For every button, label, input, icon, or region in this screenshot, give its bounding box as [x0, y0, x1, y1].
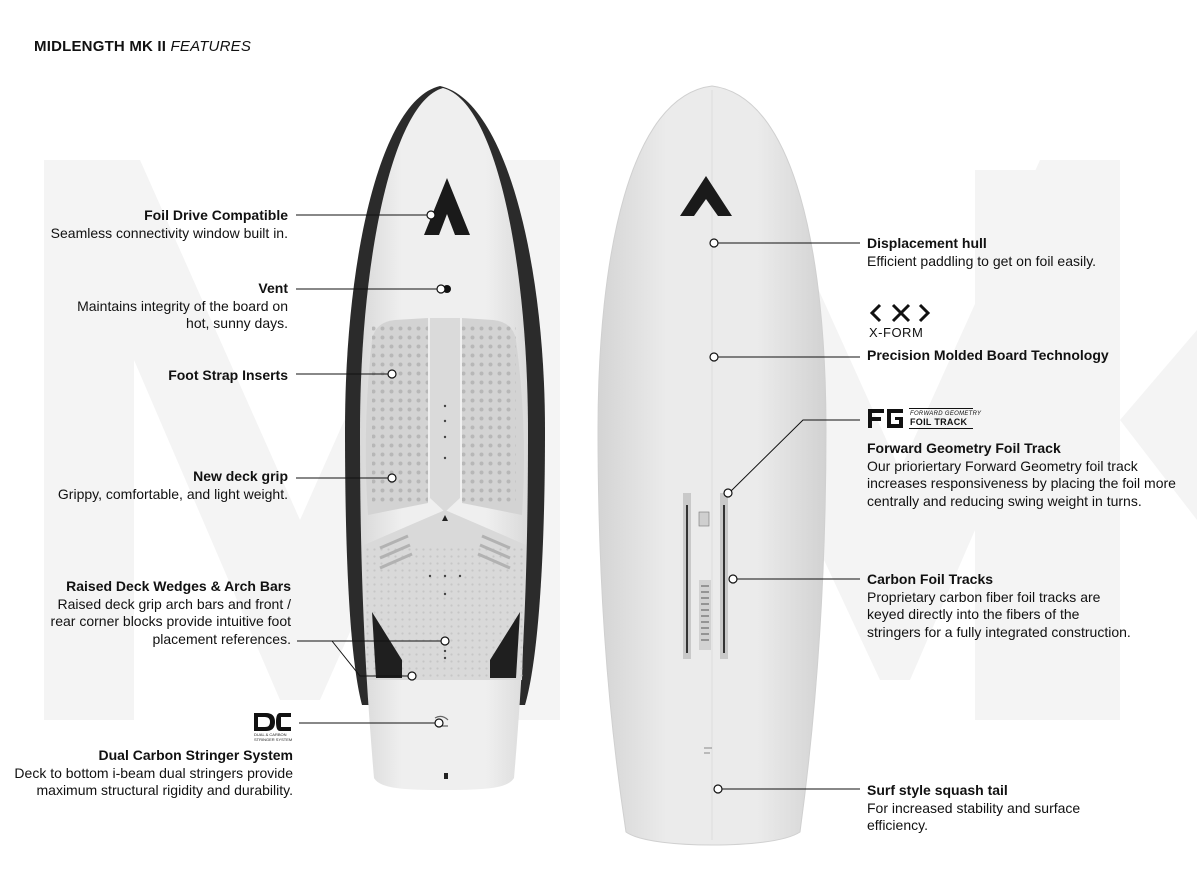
- deck-grip-center: [430, 318, 460, 512]
- callout-desc: Efficient paddling to get on foil easily.: [867, 252, 1097, 269]
- callout-title: Forward Geometry Foil Track: [867, 440, 1061, 456]
- fgft-logo-top: FORWARD GEOMETRY: [910, 411, 982, 417]
- callout-carbon: [867, 571, 1187, 641]
- callout-title: Dual Carbon Stringer System: [98, 747, 293, 763]
- callout-desc: Seamless connectivity window built in.: [50, 224, 288, 241]
- callout-vent: [0, 280, 288, 333]
- callout-desc: Maintains integrity of the board on hot, sunny days.: [77, 297, 288, 331]
- callout-title: Precision Molded Board Technology: [867, 347, 1109, 363]
- callout-wedges: [0, 578, 291, 648]
- callout-desc: Our prioriertary Forward Geometry foil track increases responsiveness by placing the foil more centrally and reducing swing weight in turns.: [867, 457, 1176, 509]
- callout-title: Carbon Foil Tracks: [867, 571, 994, 587]
- callout-desc: Raised deck grip arch bars and front / rear corner blocks provide intuitive foot placement references.: [50, 595, 291, 647]
- callout-desc: Deck to bottom i-beam dual stringers provide maximum structural rigidity and durability.: [14, 764, 293, 798]
- callout-title: Foot Strap Inserts: [168, 367, 288, 383]
- dc-logo-sub-1: DUAL & CARBON: [254, 732, 287, 737]
- callout-desc: Proprietary carbon fiber foil tracks are keyed directly into the fibers of the stringers for a fully integrated construction.: [867, 588, 1131, 640]
- callout-title: New deck grip: [193, 468, 288, 484]
- xform-logo-icon: [872, 305, 928, 321]
- callout-foil-drive: [0, 207, 288, 242]
- dc-logo-sub-2: STRINGER SYSTEM: [254, 737, 293, 742]
- callout-tail: [867, 782, 1187, 835]
- callout-title: Vent: [258, 280, 288, 296]
- callout-foot-strap: [0, 367, 288, 385]
- callout-hull: [867, 235, 1187, 270]
- bottom-board: [598, 86, 826, 845]
- callout-desc: Grippy, comfortable, and light weight.: [57, 485, 288, 502]
- callout-fgft: [867, 440, 1192, 510]
- callout-stringer: [0, 747, 293, 800]
- page-title-italic: FEATURES: [170, 38, 252, 55]
- page-title-bold: MIDLENGTH MK II: [34, 38, 167, 55]
- dc-logo-icon: [254, 713, 291, 731]
- callout-title: Displacement hull: [867, 235, 987, 251]
- fgft-logo-bottom: FOIL TRACK: [910, 417, 968, 427]
- callout-deck-grip: [0, 468, 288, 503]
- callout-title: Raised Deck Wedges & Arch Bars: [66, 578, 291, 594]
- callout-xform: [867, 347, 1187, 365]
- callout-title: Surf style squash tail: [867, 782, 1008, 798]
- xform-logo-label: X-FORM: [869, 325, 924, 340]
- callout-desc: For increased stability and surface efficiency.: [867, 799, 1081, 833]
- page-title: [34, 38, 251, 55]
- callout-title: Foil Drive Compatible: [144, 207, 288, 223]
